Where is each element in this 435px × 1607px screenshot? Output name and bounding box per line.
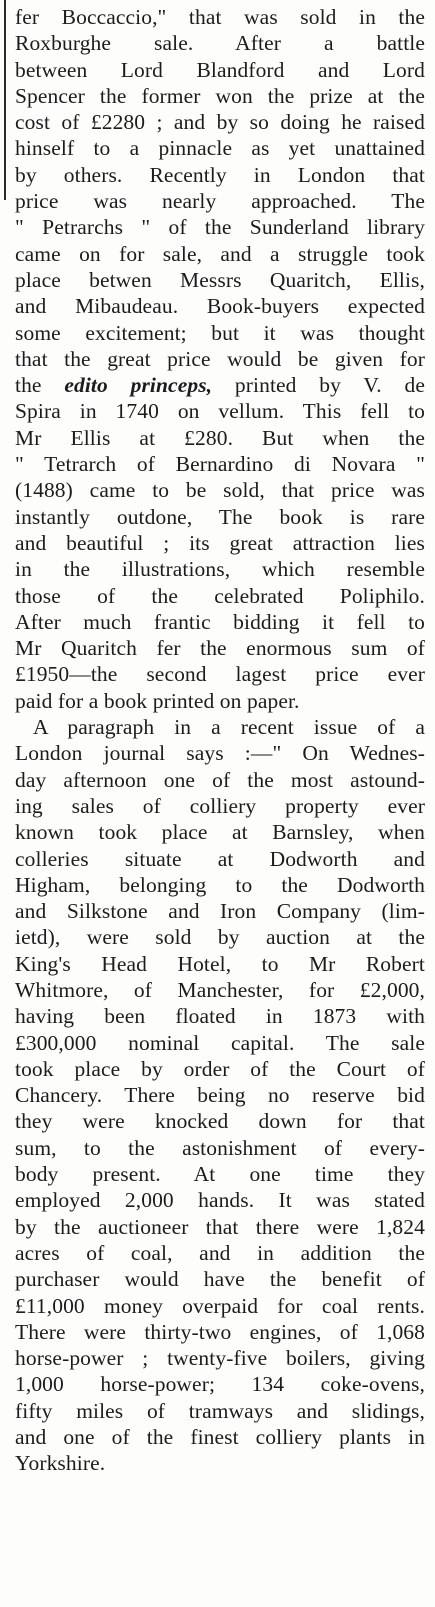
text-line: Chancery. There being no reserve bid [15, 1083, 425, 1108]
text-line: and one of the finest colliery plants in [15, 1425, 425, 1450]
text-line: day afternoon one of the most astound- [15, 767, 425, 792]
text-line: purchaser would have the benefit of [15, 1267, 425, 1292]
text-line: Roxburghe sale. After a battle [15, 31, 425, 56]
text-line: those of the celebrated Poliphilo. [15, 583, 425, 608]
text-line: ing sales of colliery property ever [15, 793, 425, 818]
text-line: A paragraph in a recent issue of a [33, 715, 425, 740]
text-line: by others. Recently in London that [15, 162, 425, 187]
text-line: fifty miles of tramways and slidings, [15, 1398, 425, 1423]
text-line: ietd), were sold by auction at the [15, 925, 425, 950]
text-line: After much frantic bidding it fell to [15, 609, 425, 634]
text-line: price was nearly approached. The [15, 189, 425, 214]
text-line: Mr Quaritch fer the enormous sum of [15, 636, 425, 661]
text-line: acres of coal, and in addition the [15, 1240, 425, 1265]
text-line: having been floated in 1873 with [15, 1004, 425, 1029]
text-line: Mr Ellis at £280. But when the [15, 425, 425, 450]
text-line: Yorkshire. [15, 1451, 106, 1476]
article-text [15, 4, 425, 1477]
text-line: colleries situate at Dodworth and [15, 846, 425, 871]
text-line: by the auctioneer that there were 1,824 [15, 1214, 425, 1239]
text-line: and beautiful ; its great attraction lies [15, 530, 425, 555]
text-line: they were knocked down for that [15, 1109, 425, 1134]
text-line: known took place at Barnsley, when [15, 820, 425, 845]
text-line: paid for a book printed on paper. [15, 688, 300, 713]
text-line: came on for sale, and a struggle took [15, 241, 425, 266]
text-line: took place by order of the Court of [15, 1056, 425, 1081]
text-line: " Petrarchs " of the Sunderland library [15, 215, 425, 240]
text-line: in the illustrations, which resemble [15, 557, 425, 582]
text-line: employed 2,000 hands. It was stated [15, 1188, 425, 1213]
text-line: place betwen Messrs Quaritch, Ellis, [15, 267, 425, 292]
paragraph [15, 714, 425, 1477]
column-rule [4, 0, 6, 200]
text-line: hinself to a pinnacle as yet unattained [15, 136, 425, 161]
text-line: body present. At one time they [15, 1162, 425, 1187]
text-line: some excitement; but it was thought [15, 320, 425, 345]
text-line: £300,000 nominal capital. The sale [15, 1030, 425, 1055]
text-line: London journal says :—" On Wednes- [15, 741, 425, 766]
text-line: cost of £2280 ; and by so doing he raised [15, 110, 425, 135]
text-line: fer Boccaccio," that was sold in the [15, 5, 425, 29]
text-line: that the great price would be given for [15, 346, 425, 371]
paragraph [15, 4, 425, 714]
text-line: Spencer the former won the prize at the [15, 83, 425, 108]
text-line: (1488) came to be sold, that price was [15, 478, 425, 503]
text-line: 1,000 horse-power; 134 coke-ovens, [15, 1372, 425, 1397]
text-line: £11,000 money overpaid for coal rents. [15, 1293, 425, 1318]
text-line: Higham, belonging to the Dodworth [15, 872, 425, 897]
text-line: horse-power ; twenty-five boilers, giving [15, 1346, 425, 1371]
text-line: £1950—the second lagest price ever [15, 662, 425, 687]
text-line: King's Head Hotel, to Mr Robert [15, 951, 425, 976]
text-line: and Mibaudeau. Book-buyers expected [15, 294, 425, 319]
text-line: Spira in 1740 on vellum. This fell to [15, 399, 425, 424]
text-line: There were thirty-two engines, of 1,068 [15, 1319, 425, 1344]
text-line: Whitmore, of Manchester, for £2,000, [15, 977, 425, 1002]
text-line: instantly outdone, The book is rare [15, 504, 425, 529]
text-line: sum, to the astonishment of every- [15, 1135, 425, 1160]
text-line: the edito princeps, printed by V. de [15, 373, 425, 398]
text-line: " Tetrarch of Bernardino di Novara " [15, 452, 425, 477]
text-line: and Silkstone and Iron Company (lim- [15, 899, 425, 924]
text-line: between Lord Blandford and Lord [15, 57, 425, 82]
